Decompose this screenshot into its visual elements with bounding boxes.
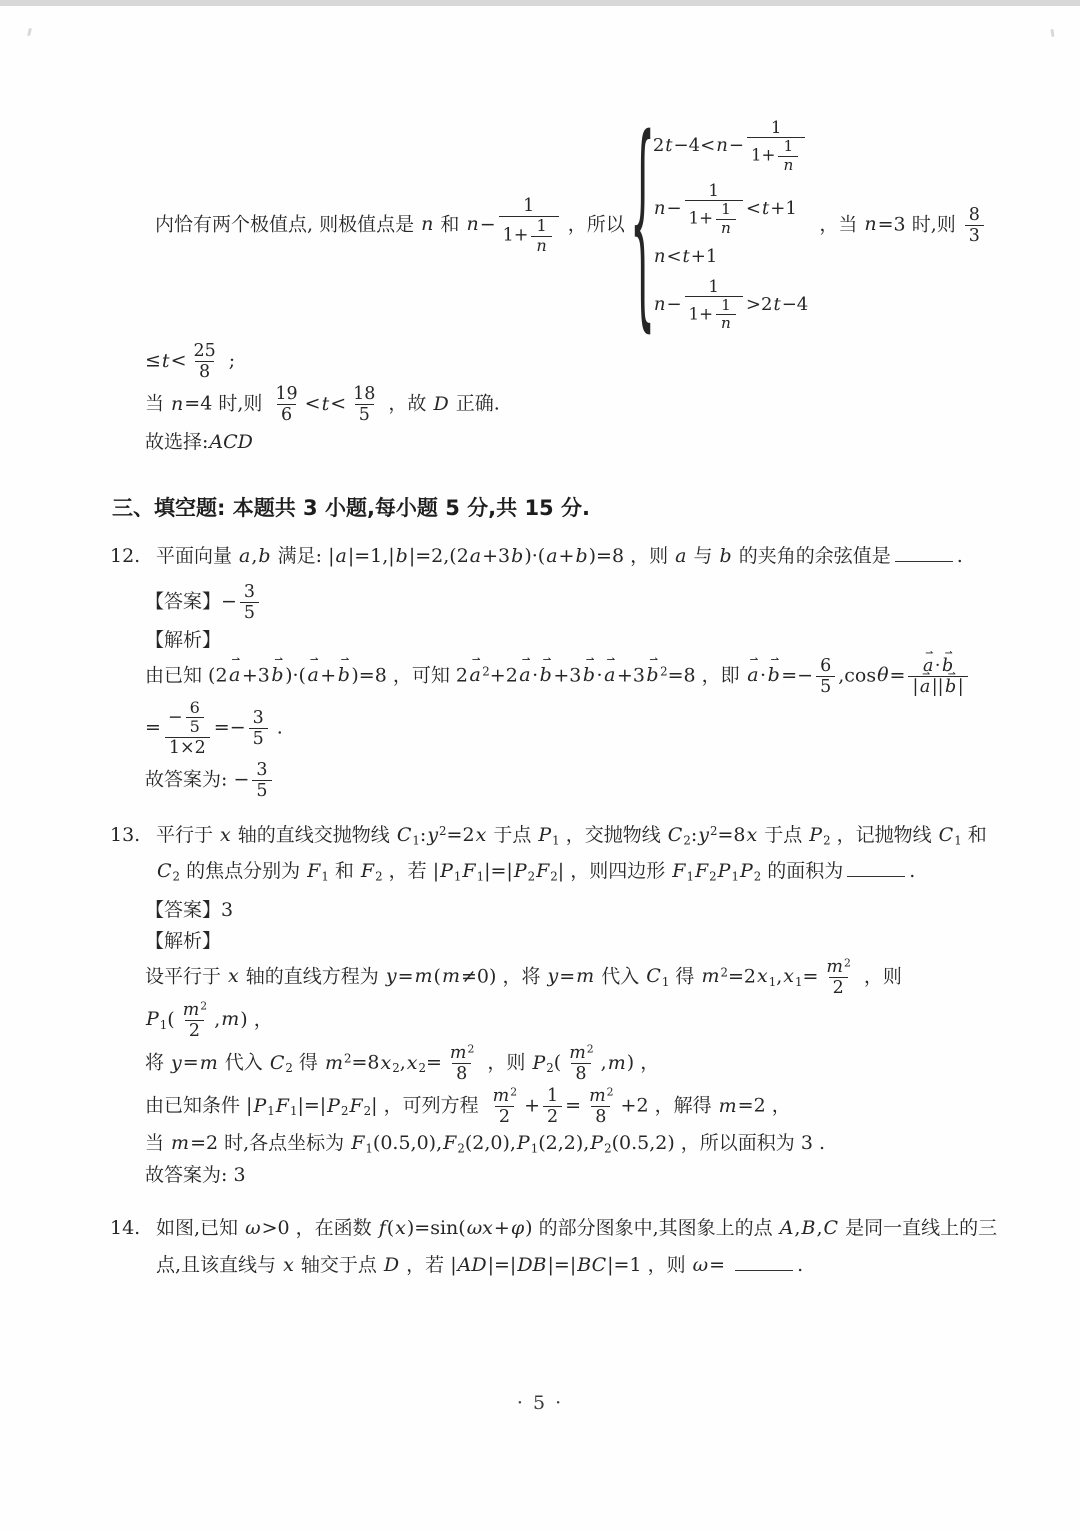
subscript: 2 xyxy=(375,869,383,884)
question-14-number: 14. xyxy=(110,1217,141,1240)
question-12-answer: 【答案】− $\frac{3}{5}$ xyxy=(145,582,1040,623)
cases-rows xyxy=(653,118,808,333)
question-13-solution-line-2: $P_1$( $\frac{m^2}{2}$ ,m) ， xyxy=(146,999,273,1041)
subscript: 1 xyxy=(686,869,694,884)
vector-variable: b ⇀ xyxy=(538,662,553,689)
math-variable: F xyxy=(351,1132,365,1155)
fraction-denominator: 8 xyxy=(452,1063,471,1084)
math-variable: a xyxy=(546,544,558,567)
math-variable: b xyxy=(395,544,408,567)
fraction xyxy=(716,201,736,237)
fraction xyxy=(189,341,219,382)
superscript: 2 xyxy=(482,664,490,679)
math-variable: A xyxy=(779,1217,794,1240)
fraction-numerator: 18 xyxy=(353,384,376,405)
answer-blank xyxy=(735,1253,793,1270)
superscript: 2 xyxy=(843,956,851,970)
cases-row: n− 1 1+ $\frac{1}{n}$ >2t−4 xyxy=(653,276,809,333)
fraction xyxy=(249,708,268,749)
math-variable: P xyxy=(513,860,527,883)
math-variable: P xyxy=(516,1132,530,1155)
fraction-denominator: 2 xyxy=(829,977,848,998)
fraction-denominator xyxy=(778,156,798,175)
math-variable: m xyxy=(171,1132,190,1155)
math-variable: a xyxy=(675,544,687,567)
fraction-numerator: 1 xyxy=(721,200,731,219)
math-variable: b xyxy=(511,544,524,567)
math-variable: F xyxy=(536,860,550,883)
math-variable: F xyxy=(275,1094,289,1117)
vector-variable: a ⇀ xyxy=(228,662,242,689)
vector-variable: a ⇀ xyxy=(918,677,931,697)
fraction-numerator: 8 xyxy=(968,204,980,225)
math-variable: m xyxy=(701,965,720,988)
q11-solution-n4-line: 当 n=4 时,则 $\frac{19}{6}$ <t< $\frac{18}{5}$ ，故 D 正确. xyxy=(145,384,500,426)
math-variable: x xyxy=(283,1253,294,1276)
fraction xyxy=(178,1000,211,1041)
fraction-denominator: 2 xyxy=(543,1106,562,1127)
math-variable: t xyxy=(773,293,781,315)
fraction xyxy=(240,582,259,623)
fraction-denominator: 5 xyxy=(240,602,259,623)
fraction-numerator: − $\frac{6}{5}$ xyxy=(164,699,211,737)
fraction-numerator: 3 xyxy=(256,760,268,781)
math-variable: t xyxy=(682,246,690,268)
math-variable: P xyxy=(717,860,731,883)
fraction-denominator: 1+ $\frac{1}{n}$ xyxy=(685,296,743,333)
page-number: · 5 · xyxy=(516,1392,564,1414)
subscript: 1 xyxy=(321,869,329,884)
math-variable: t xyxy=(761,198,770,220)
document-body xyxy=(0,6,1080,1283)
vector-variable: b ⇀ xyxy=(581,662,596,689)
subscript: 2 xyxy=(550,869,558,884)
math-variable: DB xyxy=(517,1253,547,1276)
math-variable: m xyxy=(492,1086,510,1107)
fraction-denominator: 8 xyxy=(591,1106,610,1127)
fraction xyxy=(821,957,854,998)
math-variable: F xyxy=(694,860,709,883)
fraction-numerator: 3 xyxy=(252,707,264,728)
math-variable: n xyxy=(653,198,666,220)
subscript: 2 xyxy=(683,833,691,848)
fraction-numerator: 1 xyxy=(783,137,794,156)
fraction-denominator: 1+ $\frac{1}{n}$ xyxy=(499,216,559,255)
subscript: 2 xyxy=(527,869,536,884)
fraction-numerator: 1 xyxy=(536,216,547,236)
subscript: 1 xyxy=(661,974,670,989)
math-variable: F xyxy=(462,860,476,883)
math-variable: m xyxy=(589,1086,606,1107)
question-12-solution-line-2: = − $\frac{6}{5}$ 1×2 =− $\frac{3}{5}$ . xyxy=(145,697,283,758)
subscript: 1 xyxy=(289,1104,298,1119)
math-variable: C xyxy=(823,1217,839,1240)
question-12-statement: 平面向量 a,b 满足: |a|=1,|b|=2,(2a+3b)·(a+b)=8 ，则 a 与 b 的夹角的余弦值是 . xyxy=(156,544,963,567)
math-variable: m xyxy=(718,1094,737,1117)
math-variable: x xyxy=(746,824,758,847)
math-variable: m xyxy=(199,1051,218,1074)
fraction-denominator: 1×2 xyxy=(165,737,210,758)
subscript: 1 xyxy=(530,1141,539,1156)
subscript: 1 xyxy=(412,833,420,848)
superscript: 2 xyxy=(510,1085,518,1099)
subscript: 2 xyxy=(546,1061,554,1076)
vector-variable: a ⇀ xyxy=(746,662,760,689)
math-variable: y xyxy=(427,824,439,847)
fraction xyxy=(271,384,301,425)
fraction-numerator xyxy=(488,1086,521,1106)
fraction xyxy=(908,656,967,697)
math-variable: x xyxy=(756,965,768,988)
math-variable: C xyxy=(667,824,683,847)
math-variable: F xyxy=(307,860,321,883)
fraction-numerator: 19 xyxy=(275,384,298,405)
fraction-denominator: 5 xyxy=(816,676,835,697)
math-variable: m xyxy=(221,1008,240,1031)
cases-row: n− 1 1+ $\frac{1}{n}$ <t+1 xyxy=(653,181,797,237)
math-variable: P xyxy=(809,824,823,847)
vector-variable: a ⇀ xyxy=(603,662,617,689)
question-13-analysis-label: 【解析】 xyxy=(145,929,222,952)
vector-variable: a ⇀ xyxy=(921,656,934,676)
fraction-denominator: 1+ $\frac{1}{n}$ xyxy=(747,137,805,174)
math-variable: C xyxy=(396,824,412,847)
math-variable: B xyxy=(801,1217,816,1240)
math-variable: n xyxy=(421,213,434,236)
question-12-number: 12. xyxy=(110,544,141,567)
math-variable: b xyxy=(719,544,732,567)
math-variable: n xyxy=(783,155,794,174)
fraction-denominator: |a ⇀||b ⇀| xyxy=(908,676,967,697)
fraction-denominator: 2 xyxy=(495,1106,514,1127)
math-variable: φ xyxy=(510,1217,525,1240)
vector-variable: a ⇀ xyxy=(468,662,482,689)
fraction xyxy=(349,384,379,425)
math-variable: a xyxy=(239,544,251,567)
math-variable: n xyxy=(466,213,479,236)
fraction xyxy=(252,760,271,801)
question-12-solution-conclusion: 故答案为: − $\frac{3}{5}$ xyxy=(145,760,1040,801)
fraction xyxy=(965,205,984,246)
fraction-denominator: 5 xyxy=(186,717,204,736)
fraction-denominator: 5 xyxy=(252,780,271,801)
question-14-statement: 如图,已知 ω>0 ，在函数 f(x)=sin(ωx+φ) 的部分图象中,其图象上的点 A,B,C 是同一直线上的三点,且该直线与 x 轴交于点 D ，若 |AD|=|DB|=|BC|=1 ，则 ω= . xyxy=(156,1217,998,1276)
fraction xyxy=(564,1043,597,1084)
math-variable: x xyxy=(220,824,231,847)
subscript: 2 xyxy=(392,1061,400,1076)
math-variable: P xyxy=(440,860,453,883)
vector-variable: a ⇀ xyxy=(518,662,532,689)
left-brace: { xyxy=(629,96,656,355)
fraction xyxy=(164,699,211,758)
subscript: 2 xyxy=(457,1141,465,1156)
fraction-denominator xyxy=(716,314,736,333)
fraction-numerator: 1 xyxy=(770,118,782,137)
question-13 xyxy=(110,817,1010,889)
math-variable: m xyxy=(182,999,200,1020)
fraction-denominator: 8 xyxy=(571,1063,590,1084)
fraction-numerator: 1 xyxy=(547,1086,559,1107)
vector-variable: b ⇀ xyxy=(645,662,660,689)
vector-variable: b ⇀ xyxy=(940,656,954,676)
math-variable: t xyxy=(665,135,673,157)
math-variable: a xyxy=(335,544,347,567)
math-variable: y xyxy=(547,965,559,988)
math-variable: m xyxy=(607,1051,626,1074)
superscript: 2 xyxy=(586,1042,594,1056)
math-variable: P xyxy=(532,1051,546,1074)
math-variable: m xyxy=(826,956,843,977)
question-13-number: 13. xyxy=(110,824,141,847)
q11-answer-choice-line: 故选择:ACD xyxy=(145,431,253,454)
superscript: 2 xyxy=(467,1042,475,1056)
math-variable: ω xyxy=(245,1217,261,1240)
fraction xyxy=(445,1043,478,1084)
math-variable: BC xyxy=(577,1253,607,1276)
q11-solution-inequality-line: ≤t< $\frac{25}{8}$ ; xyxy=(145,340,236,383)
subscript: 1 xyxy=(768,974,777,989)
math-variable: x xyxy=(475,824,487,847)
math-variable: t xyxy=(321,392,330,415)
math-variable: F xyxy=(443,1132,457,1155)
fraction xyxy=(716,297,736,333)
fraction-denominator xyxy=(531,236,551,255)
math-variable: P xyxy=(327,1094,340,1117)
math-variable: F xyxy=(672,860,686,883)
math-variable: m xyxy=(324,1051,343,1074)
cases-row: 2t−4<n− 1 1+ $\frac{1}{n}$ xyxy=(653,118,808,174)
math-variable: x xyxy=(783,965,794,988)
fraction-numerator: 1 xyxy=(708,181,719,201)
answer-blank xyxy=(847,860,905,877)
question-14 xyxy=(110,1210,1010,1282)
fraction xyxy=(778,138,798,174)
question-13-statement: 平行于 x 轴的直线交抛物线 $C_1:y^2=2x$ 于点 $P_1$ ，交抛物线 $C_2:y^2=8x$ 于点 $P_2$ ，记抛物线 $C_1$ 和 $C_2$ 的焦点分别为 $F_1$ 和 $F_2$ ，若 $|P_1F_1|=|P_2F_2|$ ，则四边形 $F_1F_2P_1P_2$ 的面积为 . xyxy=(156,824,987,884)
question-13-solution-line-5: 当 m=2 时,各点坐标为 $F_1(0.5,0),F_2(2,0),P_1(2,2),P_2(0.5,2)$ ，所以面积为 3 . xyxy=(145,1132,826,1156)
math-variable: C xyxy=(269,1051,285,1074)
fraction-denominator: 2 xyxy=(185,1020,204,1041)
vector-variable: a ⇀ xyxy=(306,662,320,689)
fraction xyxy=(816,656,835,697)
cases-system xyxy=(629,96,809,355)
subscript: 1 xyxy=(159,1017,168,1032)
fraction-numerator: 6 xyxy=(189,697,200,717)
superscript: 2 xyxy=(439,824,447,839)
math-variable: n xyxy=(716,135,728,157)
math-variable: x xyxy=(380,1051,392,1074)
math-variable: AD xyxy=(457,1253,487,1276)
subscript: 2 xyxy=(709,869,717,884)
fraction-denominator: 3 xyxy=(965,225,984,246)
subscript: 1 xyxy=(267,1104,275,1119)
math-variable: m xyxy=(441,965,460,988)
fraction-numerator xyxy=(178,1000,211,1020)
fraction xyxy=(543,1086,562,1127)
superscript: 2 xyxy=(606,1085,614,1099)
math-variable: m xyxy=(569,1042,586,1063)
fraction xyxy=(685,277,743,333)
math-variable: y xyxy=(698,824,709,847)
subscript: 1 xyxy=(453,869,462,884)
fraction-numerator: 1 xyxy=(721,295,731,314)
math-variable: x xyxy=(228,965,239,988)
subscript: 2 xyxy=(363,1104,372,1119)
fraction-numerator: 3 xyxy=(243,581,256,602)
fraction-numerator: 6 xyxy=(820,655,832,676)
math-variable: ωx xyxy=(466,1217,493,1240)
fraction-numerator: 1 xyxy=(708,276,719,296)
math-variable: F xyxy=(360,860,375,883)
math-variable: C xyxy=(938,824,954,847)
superscript: 2 xyxy=(200,999,208,1013)
question-12-analysis-label: 【解析】 xyxy=(145,629,222,652)
subscript: 1 xyxy=(552,833,560,848)
superscript: 2 xyxy=(709,824,718,839)
math-variable: x xyxy=(395,1217,406,1240)
question-12-solution-line-1: 由已知 (2a ⇀+3b ⇀)·(a ⇀+b ⇀)=8 ，可知 2a ⇀ $^2$+2a ⇀·b ⇀+3b ⇀·a ⇀+3b ⇀ $^2$=8 ，即 a ⇀·b ⇀=− $\frac{6}{5}$ ,cosθ= $\frac{a ⇀\cdot b ⇀}{|a ⇀||b ⇀|}$ xyxy=(145,656,1040,697)
math-variable: n xyxy=(864,213,877,236)
math-variable: n xyxy=(536,235,547,255)
cases-row: n<t+1 xyxy=(653,246,718,268)
math-variable: n xyxy=(171,392,184,415)
fraction-numerator: 25 xyxy=(193,340,216,361)
subscript: 2 xyxy=(823,833,831,848)
q11-solution-cases-line: 内恰有两个极值点, 则极值点是 n 和 n− 1 1+ $\frac{1}{n}$ ，所以 { 2t−4<n− 1 1+ $\frac{1}{n}$ n− 1 1+ $\frac{1}{n}$ <t+1 n<t+1 n− 1 1+ $\frac{1}{n}$ >2t−4 ，当 n=3 时,则 $\frac{8}{3}$ xyxy=(155,118,1030,333)
math-variable: n xyxy=(721,218,731,237)
math-variable: y xyxy=(385,965,397,988)
fraction-denominator: 5 xyxy=(355,404,374,425)
math-variable: m xyxy=(414,965,433,988)
subscript: 1 xyxy=(954,833,962,848)
question-12 xyxy=(110,538,1010,574)
subscript: 2 xyxy=(285,1061,293,1076)
question-13-solution-line-1: 设平行于 x 轴的直线方程为 y=m(m≠0) ，将 y=m 代入 $C_1$ 得 $m^2=2x_1,x_1=$ $\frac{m^2}{2}$ ，则 xyxy=(145,956,902,998)
fraction-numerator xyxy=(445,1043,478,1063)
math-variable: P xyxy=(590,1132,604,1155)
math-variable: D xyxy=(383,1253,400,1276)
math-variable: P xyxy=(538,824,552,847)
vector-variable: b ⇀ xyxy=(270,662,285,689)
subscript: 2 xyxy=(753,869,762,884)
math-variable: n xyxy=(721,314,731,333)
math-variable: P xyxy=(146,1008,159,1031)
fraction xyxy=(685,181,743,237)
fraction-denominator: 5 xyxy=(249,728,268,749)
math-variable: C xyxy=(646,965,661,988)
math-variable: n xyxy=(653,246,666,268)
math-variable: θ xyxy=(877,664,889,687)
vector-variable: b ⇀ xyxy=(766,662,781,689)
math-variable: m xyxy=(449,1042,467,1063)
question-13-solution-line-4: 由已知条件 $|P_1F_1|=|P_2F_2|$ ，可列方程 $\frac{m^2}{2}$ + $\frac{1}{2}$ = $\frac{m^2}{8}$ +2 ，解得 m=2 ， xyxy=(145,1085,791,1128)
subscript: 2 xyxy=(604,1141,612,1156)
fraction-denominator: 8 xyxy=(195,361,214,382)
subscript: 1 xyxy=(476,869,485,884)
fraction-denominator: 6 xyxy=(277,404,296,425)
subscript: 1 xyxy=(731,869,739,884)
subscript: 1 xyxy=(794,974,803,989)
math-variable: b xyxy=(258,544,271,567)
math-variable: P xyxy=(739,860,753,883)
math-variable: ω xyxy=(692,1253,709,1276)
vector-variable: b ⇀ xyxy=(336,662,351,689)
math-variable: n xyxy=(653,293,666,315)
fraction-numerator xyxy=(821,957,854,977)
subscript: 2 xyxy=(172,869,181,884)
math-variable: F xyxy=(349,1094,363,1117)
section-header: 三、填空题: 本题共 3 小题,每小题 5 分,共 15 分. xyxy=(112,495,590,520)
math-variable: D xyxy=(433,392,449,415)
subscript: 2 xyxy=(340,1104,349,1119)
fraction xyxy=(488,1086,521,1127)
superscript: 2 xyxy=(660,664,668,679)
math-variable: b xyxy=(575,544,588,567)
superscript: 2 xyxy=(720,965,728,980)
fraction xyxy=(584,1086,617,1127)
vector-variable: b ⇀ xyxy=(944,677,958,697)
math-variable: ACD xyxy=(209,431,253,454)
question-13-answer: 【答案】3 xyxy=(145,899,234,922)
fraction-numerator xyxy=(584,1086,617,1106)
question-13-solution-conclusion: 故答案为: 3 xyxy=(145,1163,246,1186)
fraction xyxy=(531,217,551,255)
answer-blank xyxy=(895,545,953,562)
fraction-numerator: a ⇀·b ⇀ xyxy=(917,656,958,676)
fraction xyxy=(186,699,204,737)
fraction-numerator xyxy=(564,1043,597,1063)
math-variable: t xyxy=(161,349,170,372)
fraction-denominator: 1+ $\frac{1}{n}$ xyxy=(685,200,743,237)
math-variable: x xyxy=(406,1051,418,1074)
math-variable: P xyxy=(253,1094,267,1117)
fraction-denominator xyxy=(716,219,736,238)
fraction xyxy=(499,196,559,255)
superscript: 2 xyxy=(344,1051,352,1066)
math-variable: m xyxy=(576,965,595,988)
math-variable: f xyxy=(378,1217,386,1240)
fraction xyxy=(747,118,805,174)
math-variable: y xyxy=(171,1051,182,1074)
math-variable: C xyxy=(157,860,172,883)
fraction-numerator: 1 xyxy=(523,195,535,216)
subscript: 2 xyxy=(418,1061,426,1076)
question-13-solution-line-3: 将 y=m 代入 $C_2$ 得 $m^2=8x_2,x_2=$ $\frac{m^2}{8}$ ，则 $P_2$( $\frac{m^2}{8}$ ,m) ， xyxy=(145,1042,660,1085)
math-variable: a xyxy=(469,544,482,567)
subscript: 1 xyxy=(365,1141,373,1156)
